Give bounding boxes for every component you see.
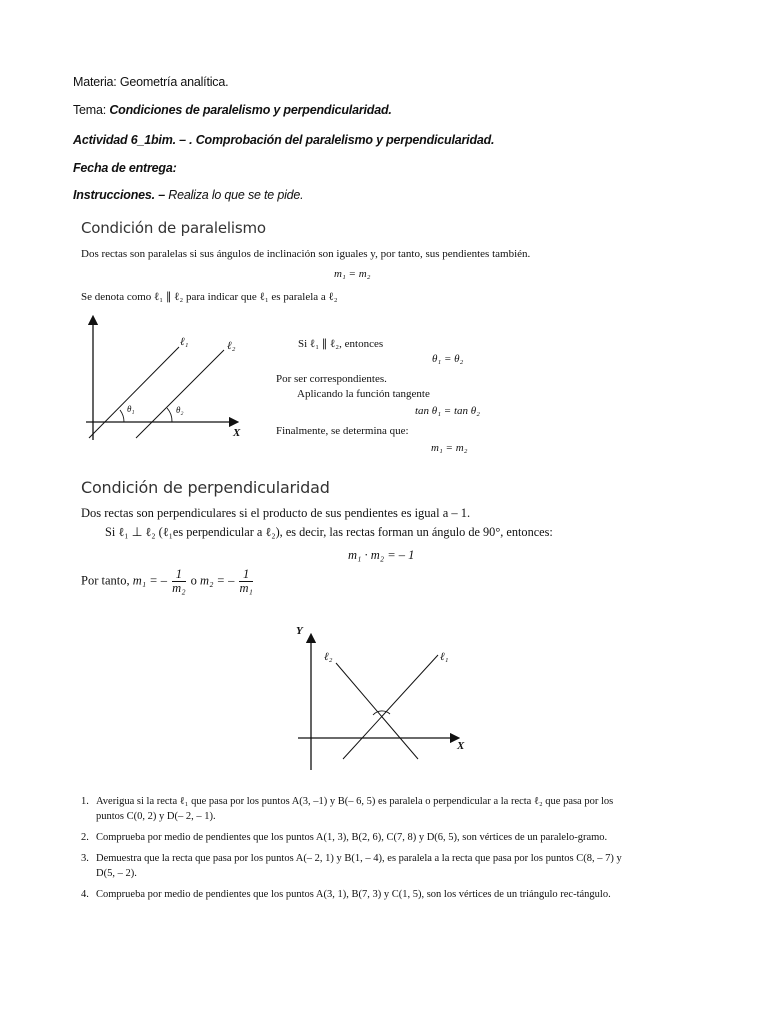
- header-instrucciones-label: Instrucciones. –: [73, 188, 165, 202]
- m1-lhs: m₁ = –: [132, 573, 168, 588]
- exercise-number: 3.: [81, 853, 89, 864]
- header-materia: Materia: Geometría analítica.: [73, 75, 229, 89]
- perpendicular-lines-diagram: [290, 628, 470, 773]
- exercise-item: [81, 851, 631, 881]
- line-l2: [336, 663, 418, 759]
- right-angle-arc: [373, 711, 390, 715]
- header-tema-value: Condiciones de paralelismo y perpendicularidad.: [109, 103, 392, 117]
- perp-l2-label: ℓ₂: [324, 651, 333, 663]
- perpendicularidad-title: Condición de perpendicularidad: [81, 478, 330, 497]
- paralelismo-formula: m₁ = m₂: [334, 268, 371, 280]
- paralelismo-notation: Se denota como ℓ₁ ∥ ℓ₂ para indicar que ℓ₁ es paralela a ℓ₂: [81, 291, 338, 303]
- parallel-finally: Finalmente, se determina que:: [276, 425, 409, 437]
- m2-lhs: m₂ = –: [200, 573, 235, 588]
- angle-arc-1: [120, 410, 124, 422]
- fraction-1-over-m2: [172, 568, 185, 595]
- parallel-theta2-label: θ₂: [176, 405, 184, 415]
- parallel-if-line: Si ℓ₁ ∥ ℓ₂, entonces: [298, 338, 384, 350]
- exercise-text: Comprueba por medio de pendientes que los puntos A(1, 3), B(2, 6), C(7, 8) y D(6, 5), son vértices de un paralelo-gramo.: [96, 832, 608, 843]
- exercise-number: 4.: [81, 889, 89, 900]
- parallel-theta1-label: θ₁: [127, 404, 135, 414]
- header-actividad: [73, 133, 494, 147]
- parallel-tan-eq: tan θ₁ = tan θ₂: [415, 405, 480, 417]
- perpendicularidad-formula: m₁ · m₂ = – 1: [348, 548, 415, 562]
- exercise-number: 1.: [81, 796, 89, 807]
- parallel-l1-label: ℓ₁: [180, 336, 189, 348]
- perpendicularidad-intro: Dos rectas son perpendiculares si el producto de sus pendientes es igual a – 1.: [81, 506, 471, 520]
- paralelismo-intro: Dos rectas son paralelas si sus ángulos de inclinación son iguales y, por tanto, sus pendientes también.: [81, 248, 531, 260]
- header-fecha: [73, 161, 177, 175]
- exercise-text: Comprueba por medio de pendientes que los puntos A(3, 1), B(7, 3) y C(1, 5), son los vértices de un triángulo rec-tángulo.: [96, 889, 611, 900]
- perpendicularidad-if-line: Si ℓ₁ ⊥ ℓ₂ (ℓ₁es perpendicular a ℓ₂), es decir, las rectas forman un ángulo de 90°, entonces:: [105, 525, 553, 539]
- perpendicularidad-por-tanto: [81, 568, 255, 595]
- exercise-number: 2.: [81, 832, 89, 843]
- parallel-theta-eq: θ₁ = θ₂: [432, 353, 464, 365]
- exercise-item: [81, 794, 631, 824]
- fraction-1-den: m₂: [172, 581, 186, 595]
- line-l2: [136, 350, 224, 438]
- exercise-item: [81, 830, 631, 845]
- fraction-2-num: 1: [239, 568, 252, 582]
- parallel-lines-diagram: [84, 312, 254, 444]
- line-l1: [343, 655, 438, 759]
- header-actividad-text: Actividad 6_1bim. – . Comprobación del paralelismo y perpendicularidad.: [73, 133, 495, 147]
- exercise-text: Demuestra que la recta que pasa por los puntos A(– 2, 1) y B(1, – 4), es paralela a la recta que pasa por los puntos C(8, – 7) y D(5, – 2).: [96, 853, 622, 879]
- perp-x-label: X: [457, 740, 465, 752]
- or-word: o: [187, 573, 201, 588]
- header-instrucciones: [73, 188, 303, 202]
- fraction-1-num: 1: [172, 568, 185, 582]
- header-fecha-text: Fecha de entrega:: [73, 161, 177, 175]
- por-tanto-label: Por tanto,: [81, 573, 133, 588]
- exercise-item: [81, 887, 631, 902]
- parallel-l2-label: ℓ₂: [227, 340, 236, 352]
- header-tema-label: Tema:: [73, 103, 110, 117]
- fraction-2-over-m1: [239, 568, 252, 595]
- paralelismo-title: Condición de paralelismo: [81, 219, 266, 237]
- angle-arc-2: [167, 408, 172, 422]
- header-instrucciones-text: Realiza lo que se te pide.: [164, 188, 304, 202]
- parallel-x-label: X: [233, 427, 241, 439]
- exercise-list: [81, 794, 631, 902]
- perp-y-label: Y: [296, 625, 303, 637]
- fraction-2-den: m₁: [239, 581, 253, 595]
- parallel-corresponding: Por ser correspondientes.: [276, 373, 387, 385]
- line-l1: [89, 347, 179, 438]
- header-tema: [73, 103, 392, 117]
- exercise-text: Averigua si la recta ℓ₁ que pasa por los puntos A(3, –1) y B(– 6, 5) es paralela o perpendicular a la recta ℓ₂ que pasa por los puntos C(0, 2) y D(– 2, – 1).: [96, 796, 614, 822]
- parallel-final-eq: m₁ = m₂: [431, 442, 468, 454]
- perp-l1-label: ℓ₁: [440, 651, 449, 663]
- parallel-applying: Aplicando la función tangente: [297, 388, 430, 400]
